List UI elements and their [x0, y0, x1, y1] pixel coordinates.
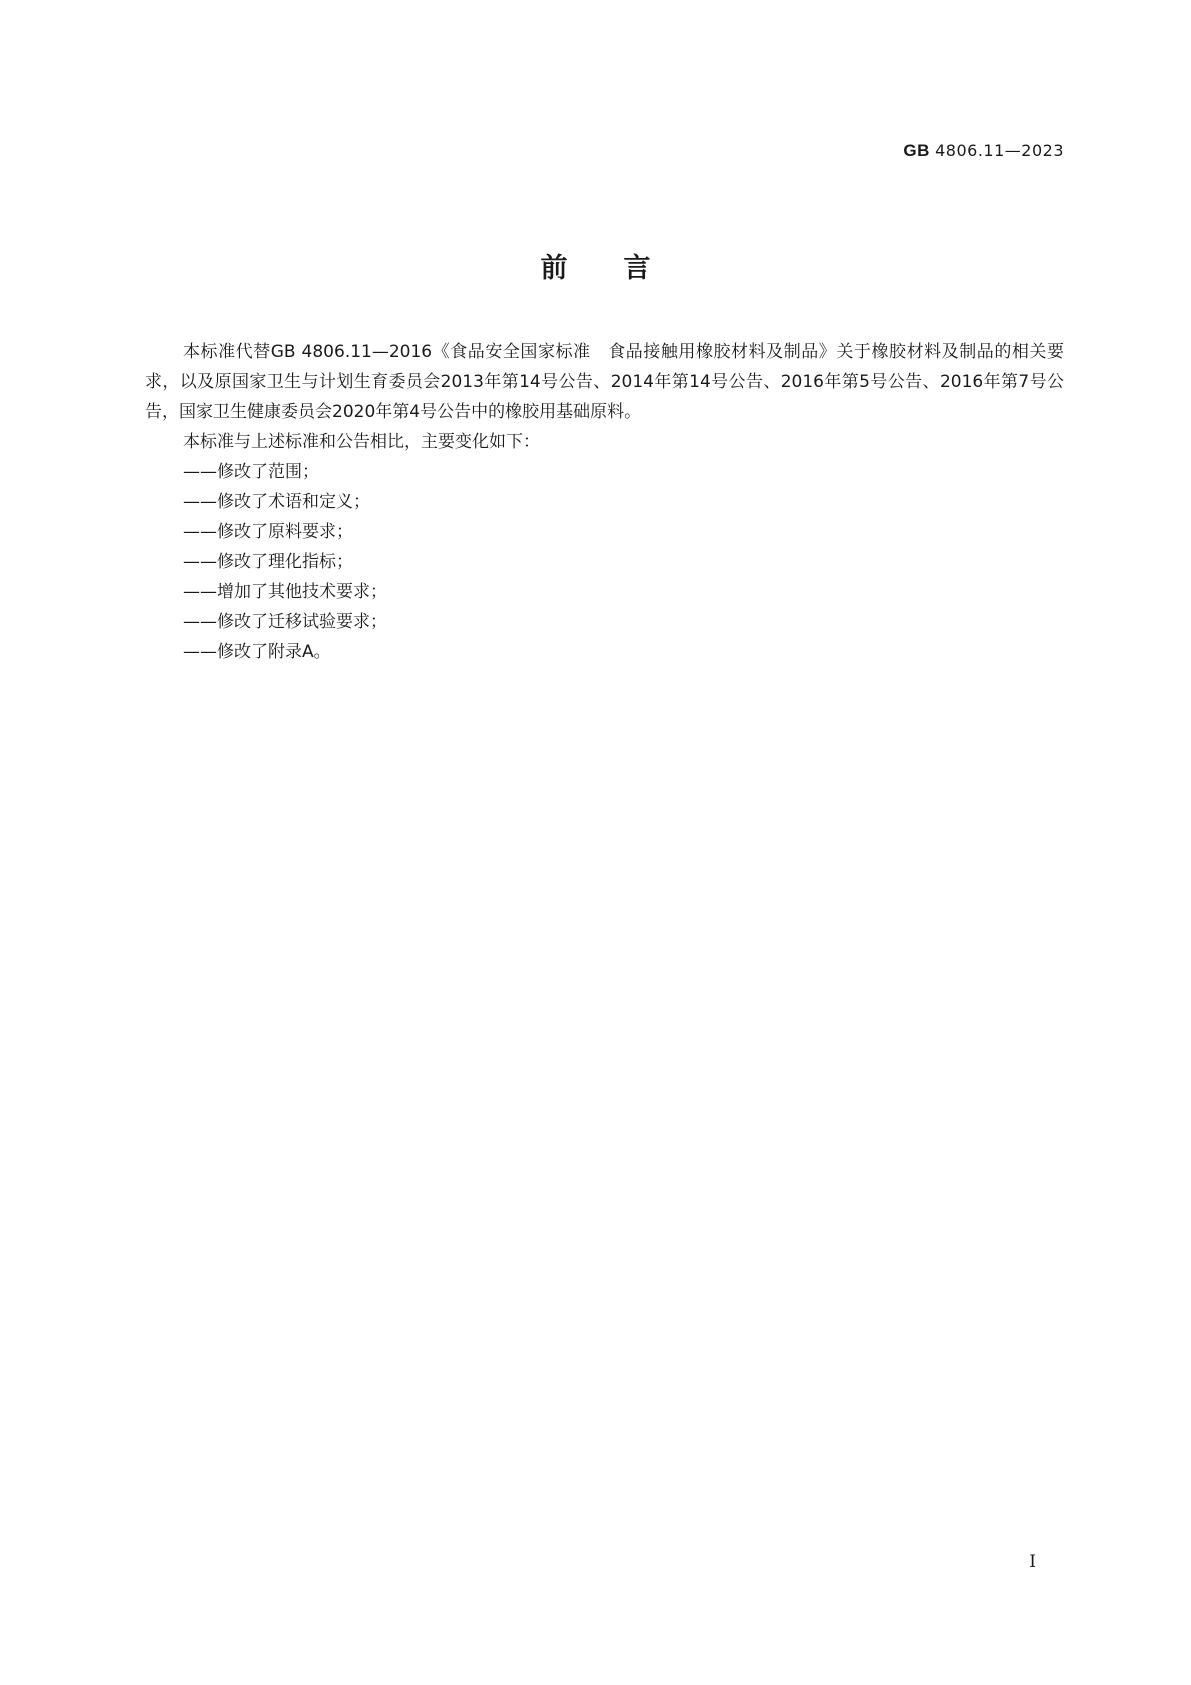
page-title: 前言 — [540, 253, 707, 284]
preface-paragraph-changes-intro: 本标准与上述标准和公告相比，主要变化如下： — [183, 432, 540, 452]
change-item: ——修改了原料要求； — [183, 522, 353, 542]
change-item: ——修改了迁移试验要求； — [183, 612, 387, 632]
change-item: ——修改了范围； — [183, 462, 319, 482]
change-item: ——修改了理化指标； — [183, 552, 353, 572]
page-number: I — [1029, 1552, 1036, 1572]
standard-code — [903, 141, 1064, 161]
change-item: ——修改了术语和定义； — [183, 492, 370, 512]
preface-paragraph-replacement: 本标准代替GB 4806.11—2016《食品安全国家标准 食品接触用橡胶材料及制品》关于橡胶材料及制品的相关要求，以及原国家卫生与计划生育委员会2013年第14号公告、2014年第14号公告、2016年第5号公告、2016年第7号公告，国家卫生健康委员会2020年第4号公告中的橡胶用基础原料。 — [145, 342, 1064, 422]
standard-code-prefix: GB — [903, 141, 930, 160]
change-item: ——增加了其他技术要求； — [183, 582, 387, 602]
change-item: ——修改了附录A。 — [183, 642, 331, 662]
standard-code-number: 4806.11—2023 — [935, 141, 1064, 160]
preface-body — [145, 337, 1064, 667]
